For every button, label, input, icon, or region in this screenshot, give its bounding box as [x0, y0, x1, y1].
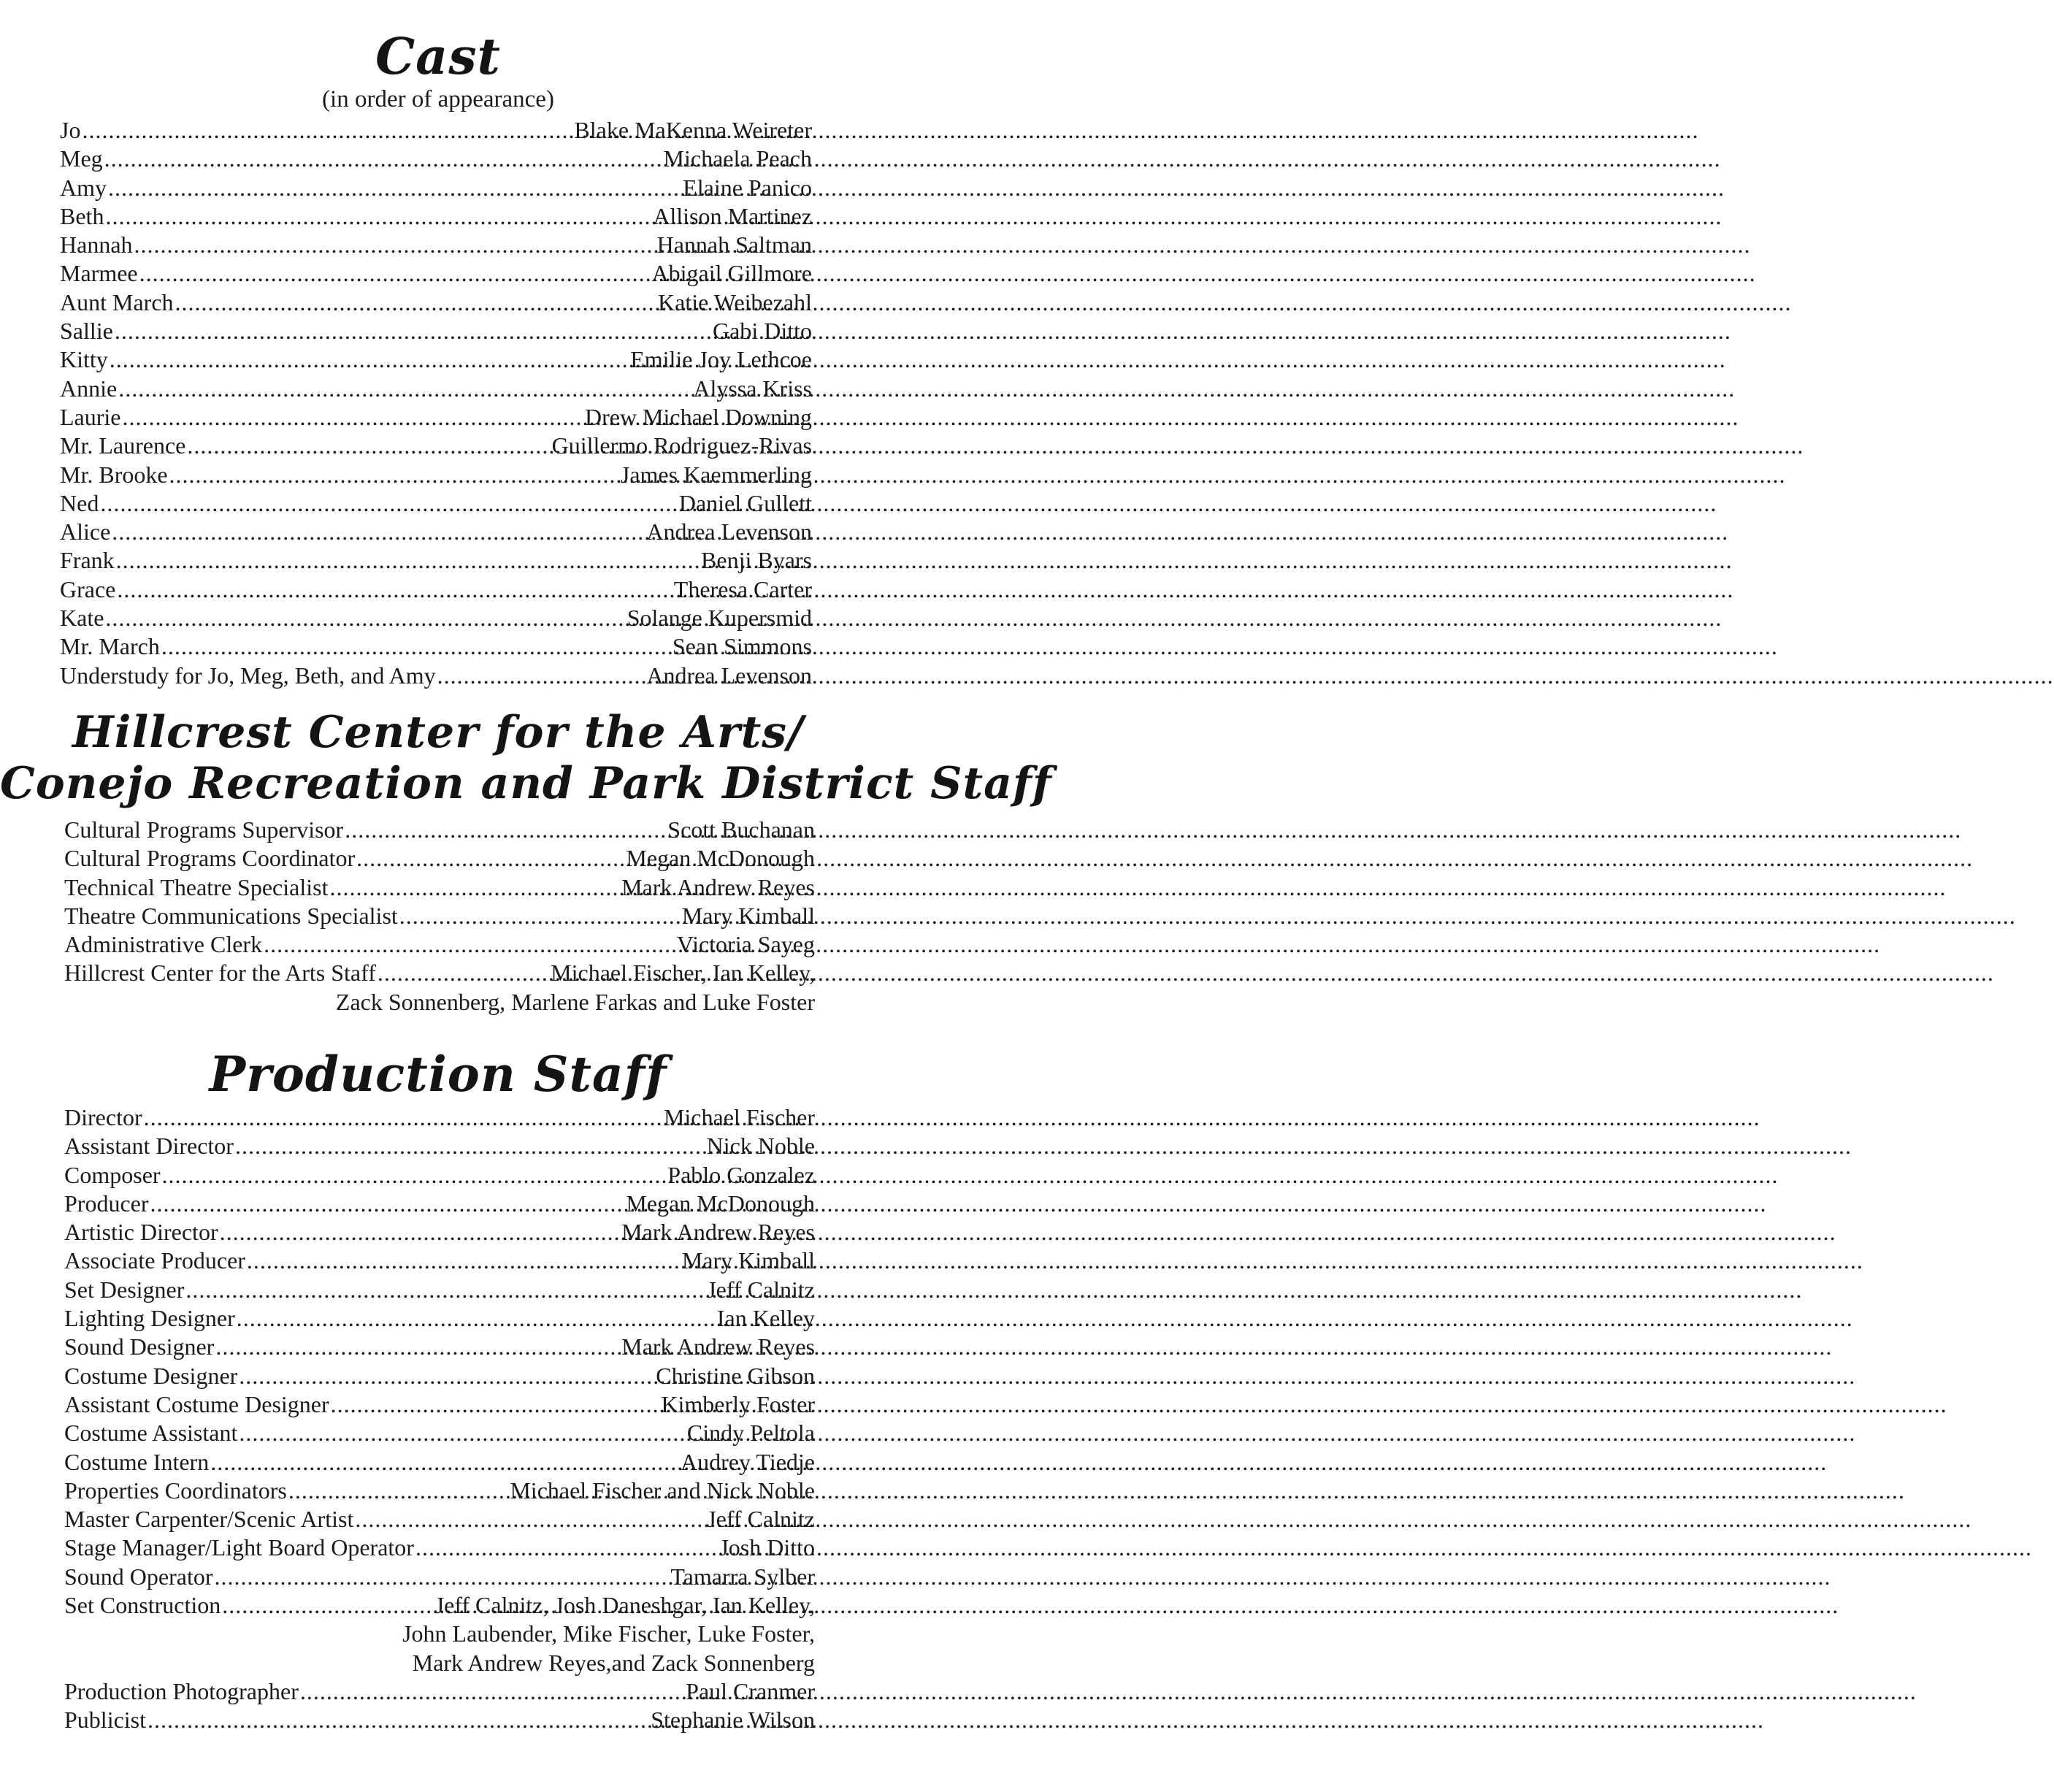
credit-name: Jeff Calnitz	[707, 1506, 815, 1533]
cast-list	[60, 117, 812, 691]
dot-leader	[215, 1563, 670, 1590]
credit-row	[64, 1363, 815, 1391]
credit-role: Amy	[60, 174, 107, 201]
credit-role: Kate	[60, 605, 104, 632]
dot-leader	[399, 903, 681, 930]
credit-name: Tamarra Sylber	[670, 1563, 815, 1590]
dot-leader	[169, 462, 619, 489]
credit-row	[64, 1305, 815, 1333]
credit-role: Administrative Clerk	[64, 931, 263, 958]
credit-row	[60, 175, 812, 203]
credit-row	[60, 231, 812, 260]
credit-role: Theatre Communications Specialist	[64, 902, 398, 929]
credit-role: Master Carpenter/Scenic Artist	[64, 1506, 354, 1533]
credit-role: Set Designer	[64, 1276, 185, 1303]
dot-leader	[187, 432, 550, 459]
credit-role: Laurie	[60, 403, 121, 430]
dot-leader	[331, 1391, 660, 1418]
credit-row	[64, 1247, 815, 1276]
credit-role: Annie	[60, 375, 118, 402]
credit-row	[64, 1333, 815, 1362]
credit-role: Costume Designer	[64, 1362, 238, 1389]
credit-row	[64, 1104, 815, 1133]
dot-leader	[222, 1592, 433, 1619]
dot-leader	[235, 1133, 705, 1160]
credit-role: Cultural Programs Coordinator	[64, 845, 356, 872]
credit-row	[64, 1506, 815, 1534]
credit-name: Abigail Gillmore	[651, 260, 812, 287]
credit-role: Beth	[60, 202, 104, 229]
credit-row	[64, 1420, 815, 1448]
dot-leader	[123, 404, 583, 431]
credit-row	[64, 1678, 815, 1707]
credit-role: Production Photographer	[64, 1677, 299, 1704]
credit-row	[64, 1477, 815, 1506]
dot-leader	[139, 260, 651, 287]
credit-name: Audrey Tiedje	[681, 1448, 815, 1475]
credit-row	[60, 490, 812, 518]
credit-name: Daniel Gullett	[678, 489, 812, 516]
credit-role: Grace	[60, 575, 116, 602]
production-staff-list	[64, 1104, 815, 1736]
dot-leader	[288, 1477, 509, 1504]
credit-row	[64, 1276, 815, 1305]
credit-name: Solange Kupersmid	[626, 605, 812, 632]
credit-name: Emilie Joy Lethcoe	[630, 346, 812, 373]
credit-name: Mary Kimball	[681, 1247, 815, 1274]
dot-leader	[220, 1219, 621, 1246]
credit-row	[64, 1190, 815, 1219]
credit-role: Set Construction	[64, 1592, 221, 1619]
dot-leader	[210, 1449, 679, 1476]
credit-row	[60, 145, 812, 174]
credit-role: Assistant Costume Designer	[64, 1390, 329, 1417]
credit-name: Blake MaKenna Weireter	[574, 117, 812, 143]
credit-role: Kitty	[60, 346, 108, 373]
dot-leader	[300, 1678, 684, 1705]
credit-name: Megan McDonough	[626, 1190, 815, 1217]
credit-name: Pablo Gonzalez	[667, 1161, 815, 1188]
credit-role: Technical Theatre Specialist	[64, 873, 329, 900]
credit-name: Cindy Peltola	[686, 1420, 815, 1447]
credit-name: Michael Fischer	[663, 1104, 815, 1130]
credit-name: Ian Kelley	[716, 1305, 815, 1332]
credit-row	[64, 1534, 815, 1563]
credit-name: Kimberly Foster	[661, 1390, 815, 1417]
credit-name-continued: John Laubender, Mike Fischer, Luke Foster,	[402, 1620, 815, 1647]
dot-leader	[415, 1534, 718, 1561]
credit-role: Jo	[60, 117, 81, 143]
credit-row	[60, 576, 812, 605]
credit-name: Mark Andrew Reyes	[621, 1333, 815, 1360]
dot-leader	[356, 845, 624, 872]
credit-row	[60, 432, 812, 461]
credit-role: Mr. Laurence	[60, 432, 186, 459]
credit-role: Associate Producer	[64, 1247, 245, 1274]
credit-role: Frank	[60, 547, 115, 574]
credit-row	[64, 931, 815, 960]
credit-role: Producer	[64, 1190, 149, 1217]
credit-name: Megan McDonough	[626, 845, 815, 872]
cast-heading: Cast	[375, 28, 501, 86]
credit-name: James Kaemmerling	[620, 461, 812, 488]
credit-name-continued: Mark Andrew Reyes,and Zack Sonnenberg	[412, 1649, 815, 1676]
dot-leader	[345, 816, 666, 843]
credit-role: Sound Designer	[64, 1333, 215, 1360]
dot-leader	[162, 1162, 667, 1189]
credit-role: Alice	[60, 518, 111, 545]
dot-leader	[112, 518, 645, 545]
dot-leader	[105, 203, 651, 230]
dot-leader	[355, 1506, 705, 1533]
credit-name: Drew Michael Downing	[584, 403, 812, 430]
credit-row	[64, 874, 815, 903]
dot-leader	[185, 1276, 705, 1303]
staff-heading-line-2: Conejo Recreation and Park District Staff	[0, 758, 1052, 809]
dot-leader	[239, 1420, 686, 1447]
credit-name-continued: Zack Sonnenberg, Marlene Farkas and Luke Foster	[335, 988, 815, 1015]
credit-row	[64, 845, 815, 873]
credit-row	[60, 633, 812, 662]
credit-name: Jeff Calnitz	[707, 1276, 815, 1303]
credit-role: Stage Manager/Light Board Operator	[64, 1534, 414, 1561]
dot-leader	[147, 1707, 649, 1734]
credit-name: Mark Andrew Reyes	[621, 873, 815, 900]
credit-row	[64, 1707, 815, 1735]
credit-row	[60, 289, 812, 318]
dot-leader	[239, 1363, 654, 1390]
staff-heading-line-1: Hillcrest Center for the Arts/	[72, 707, 804, 758]
dot-leader	[237, 1305, 716, 1332]
credit-name: Elaine Panico	[683, 174, 812, 201]
credit-row	[60, 203, 812, 231]
credit-row	[60, 260, 812, 288]
credit-row	[60, 662, 812, 691]
credit-name: Andrea Levenson	[646, 518, 812, 545]
credit-name: Josh Ditto	[719, 1534, 815, 1561]
dot-leader	[264, 931, 675, 958]
dot-leader	[110, 346, 629, 373]
credit-name: Theresa Carter	[673, 575, 812, 602]
credit-row	[60, 375, 812, 404]
dot-leader	[150, 1190, 625, 1217]
credit-row	[60, 318, 812, 346]
credit-name: Allison Martinez	[653, 202, 812, 229]
credit-name: Katie Weibezahl	[658, 288, 812, 315]
credit-role: Understudy for Jo, Meg, Beth, and Amy	[60, 662, 436, 689]
dot-leader	[175, 289, 657, 316]
credit-row	[60, 547, 812, 575]
dot-leader	[82, 117, 572, 144]
dot-leader	[161, 633, 671, 660]
credit-role: Hannah	[60, 231, 133, 259]
credit-name: Andrea Levenson	[646, 662, 812, 689]
credit-name: Jeff Calnitz, Josh Daneshgar, Ian Kelley,	[434, 1592, 815, 1619]
credit-role: Cultural Programs Supervisor	[64, 816, 344, 843]
dot-leader	[117, 576, 672, 603]
credit-row	[60, 605, 812, 633]
credit-name: Benji Byars	[701, 547, 812, 574]
credit-row	[64, 1391, 815, 1420]
dot-leader	[329, 874, 620, 901]
credit-row	[60, 462, 812, 490]
credit-name: Michaela Peach	[663, 145, 812, 172]
dot-leader	[108, 175, 681, 202]
dot-leader	[215, 1333, 620, 1360]
credit-role: Marmee	[60, 260, 138, 287]
credit-row	[64, 816, 815, 845]
credit-role: Assistant Director	[64, 1133, 234, 1160]
credit-row	[60, 404, 812, 432]
credit-row	[64, 903, 815, 931]
dot-leader	[247, 1247, 681, 1274]
dot-leader	[134, 231, 656, 259]
cast-subtitle: (in order of appearance)	[322, 86, 554, 112]
credit-role: Sallie	[60, 318, 113, 345]
credit-name: Michael Fischer, Ian Kelley,	[551, 960, 815, 987]
credit-row	[64, 1592, 815, 1620]
credit-role: Lighting Designer	[64, 1305, 235, 1332]
dot-leader	[144, 1104, 662, 1131]
credit-role: Sound Operator	[64, 1563, 213, 1590]
credit-row	[64, 1219, 815, 1247]
credit-name: Scott Buchanan	[667, 816, 815, 843]
credit-role: Hillcrest Center for the Arts Staff	[64, 960, 376, 987]
dot-leader	[437, 662, 645, 689]
credit-role: Meg	[60, 145, 103, 172]
credit-role: Costume Intern	[64, 1448, 210, 1475]
credit-row	[64, 960, 815, 988]
dot-leader	[115, 318, 711, 345]
credit-name: Victoria Sayeg	[676, 931, 815, 958]
credit-row	[64, 1162, 815, 1190]
credit-row	[64, 1449, 815, 1477]
credit-name: Michael Fischer and Nick Noble	[510, 1477, 815, 1504]
dot-leader	[118, 375, 691, 402]
dot-leader	[116, 547, 700, 574]
credit-name: Guillermo Rodriguez-Rivas	[551, 432, 812, 459]
credit-role: Composer	[64, 1161, 161, 1188]
credit-role: Mr. Brooke	[60, 461, 168, 488]
credit-row	[60, 518, 812, 547]
credit-name: Alyssa Kriss	[693, 375, 812, 402]
credit-role: Properties Coordinators	[64, 1477, 287, 1504]
credit-name: Christine Gibson	[656, 1362, 815, 1389]
credit-role: Director	[64, 1104, 142, 1130]
credit-role: Ned	[60, 489, 99, 516]
dot-leader	[100, 490, 678, 517]
credit-row	[60, 117, 812, 145]
credit-row	[60, 346, 812, 375]
credit-name: Paul Cranmer	[686, 1677, 815, 1704]
credit-name: Sean Simmons	[672, 633, 812, 660]
credit-role: Publicist	[64, 1707, 147, 1734]
credit-role: Aunt March	[60, 288, 174, 315]
dot-leader	[105, 605, 625, 632]
credit-name: Stephanie Wilson	[651, 1707, 815, 1734]
credit-name: Mary Kimball	[681, 902, 815, 929]
dot-leader	[378, 960, 549, 987]
credit-role: Mr. March	[60, 633, 160, 660]
production-staff-heading: Production Staff	[209, 1046, 667, 1103]
credit-row	[64, 1133, 815, 1161]
credit-name: Hannah Saltman	[656, 231, 812, 259]
credit-name: Mark Andrew Reyes	[621, 1219, 815, 1246]
credit-role: Artistic Director	[64, 1219, 218, 1246]
dot-leader	[104, 145, 662, 172]
credit-role: Costume Assistant	[64, 1420, 238, 1447]
credit-name: Nick Noble	[706, 1133, 815, 1160]
credit-row	[64, 1563, 815, 1592]
staff-list	[64, 816, 815, 1017]
credit-name: Gabi Ditto	[713, 318, 812, 345]
